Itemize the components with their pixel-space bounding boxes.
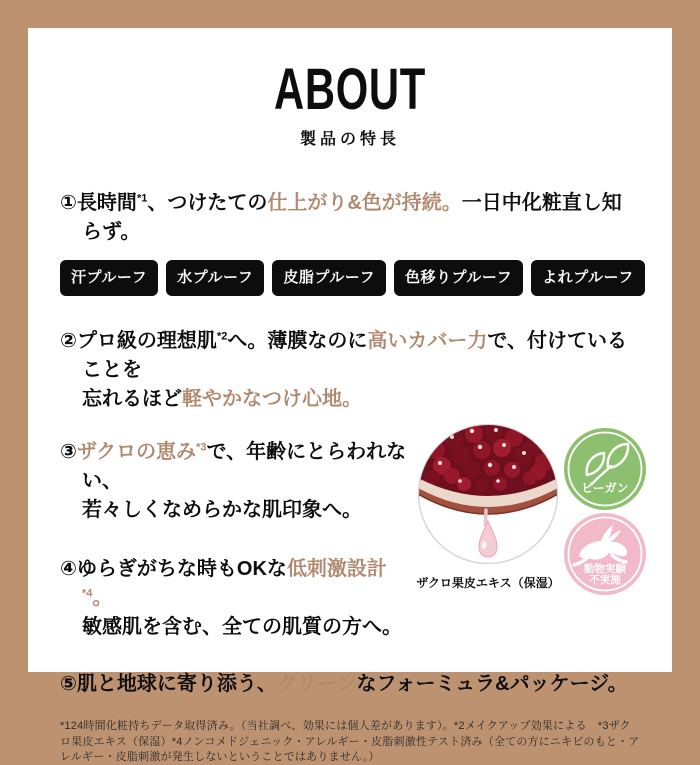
figure-caption: ザクロ果皮エキス（保湿） xyxy=(416,576,560,591)
mid-section xyxy=(60,438,640,642)
feature-1-footnote-mark: *1 xyxy=(136,192,148,205)
feature-2-highlight: 軽やかなつけ心地。 xyxy=(182,388,362,411)
feature-4-number: ④ xyxy=(60,558,77,581)
feature-3-number: ③ xyxy=(60,441,77,464)
certification-badges xyxy=(564,428,646,642)
proof-badge-transfer: 色移りプルーフ xyxy=(394,260,523,296)
no-animal-testing-label-line1: 動物実験 xyxy=(584,563,626,576)
feature-3-highlight: ザクロの恵み xyxy=(76,441,197,464)
feature-5-number: ⑤ xyxy=(60,673,77,696)
feature-1-text: 一日中化粧直し知らず。 xyxy=(82,192,622,244)
feature-4-footnote-mark: *4 xyxy=(82,587,93,600)
feature-2-text: で、付けていることを xyxy=(82,330,627,382)
proof-badge-water: 水プルーフ xyxy=(166,260,264,296)
feature-4-highlight: 。 xyxy=(92,587,113,610)
pomegranate-image xyxy=(416,422,560,566)
page-content xyxy=(28,28,672,763)
feature-2-highlight: 高いカバー力 xyxy=(367,330,488,353)
feature-5-text: なフォーミュラ&パッケージ。 xyxy=(356,673,628,696)
feature-2-text: プロ級の理想肌 xyxy=(76,330,217,353)
feature-5 xyxy=(60,670,640,699)
proof-badge-smudge: よれプルーフ xyxy=(531,260,645,296)
feature-1-number: ① xyxy=(60,192,77,215)
page-title: ABOUT xyxy=(273,57,427,122)
feature-1-text: 、つけたての xyxy=(147,192,268,215)
feature-3-text: で、年齢にとらわれない、 xyxy=(82,441,407,493)
feature-4-text: ゆらぎがちな時もOKな xyxy=(76,558,287,581)
feature-3 xyxy=(60,438,412,525)
feature-2-text: へ。薄膜なのに xyxy=(227,330,368,353)
mid-text-column xyxy=(60,438,412,642)
feature-5-text: 肌と地球に寄り添う、 xyxy=(76,673,277,696)
feature-2-footnote-mark: *2 xyxy=(216,330,228,343)
feature-2 xyxy=(60,327,640,414)
feature-4-highlight: 低刺激設計 xyxy=(286,558,387,581)
proof-badge-row xyxy=(60,260,640,296)
feature-5-highlight: クリーン xyxy=(276,673,357,696)
feature-2-number: ② xyxy=(60,330,77,353)
proof-badge-sweat: 汗プルーフ xyxy=(60,260,158,296)
pomegranate-figure xyxy=(412,422,564,642)
feature-1-highlight: 仕上がり&色が持続。 xyxy=(267,192,462,215)
footnote-text: *124時間化粧持ちデータ取得済み。（当社調べ、効果には個人差があります）。*2メイクアップ効果による *3ザクロ果皮エキス（保湿）*4ノンコメドジェニック・アレルギー・皮脂刺激性テスト済み（全ての方にニキビのもと・アレルギー・皮脂刺激が発生しないということではありません。） xyxy=(60,720,640,763)
no-animal-testing-badge xyxy=(564,513,646,595)
feature-3-footnote-mark: *3 xyxy=(196,441,207,454)
feature-2-text: 忘れるほど xyxy=(82,388,182,411)
vegan-badge xyxy=(564,428,646,510)
no-animal-testing-label-line2: 不実施 xyxy=(589,574,621,587)
feature-4-text: 敏感肌を含む、全ての肌質の方へ。 xyxy=(82,616,402,639)
vegan-badge-label: ビーガン xyxy=(581,481,629,496)
feature-3-text: 若々しくなめらかな肌印象へ。 xyxy=(82,499,362,522)
proof-badge-sebum: 皮脂プルーフ xyxy=(272,260,386,296)
feature-4 xyxy=(60,555,412,642)
page-subtitle: 製品の特長 xyxy=(299,131,400,149)
feature-1 xyxy=(60,189,640,247)
feature-1-text: 長時間 xyxy=(76,192,137,215)
